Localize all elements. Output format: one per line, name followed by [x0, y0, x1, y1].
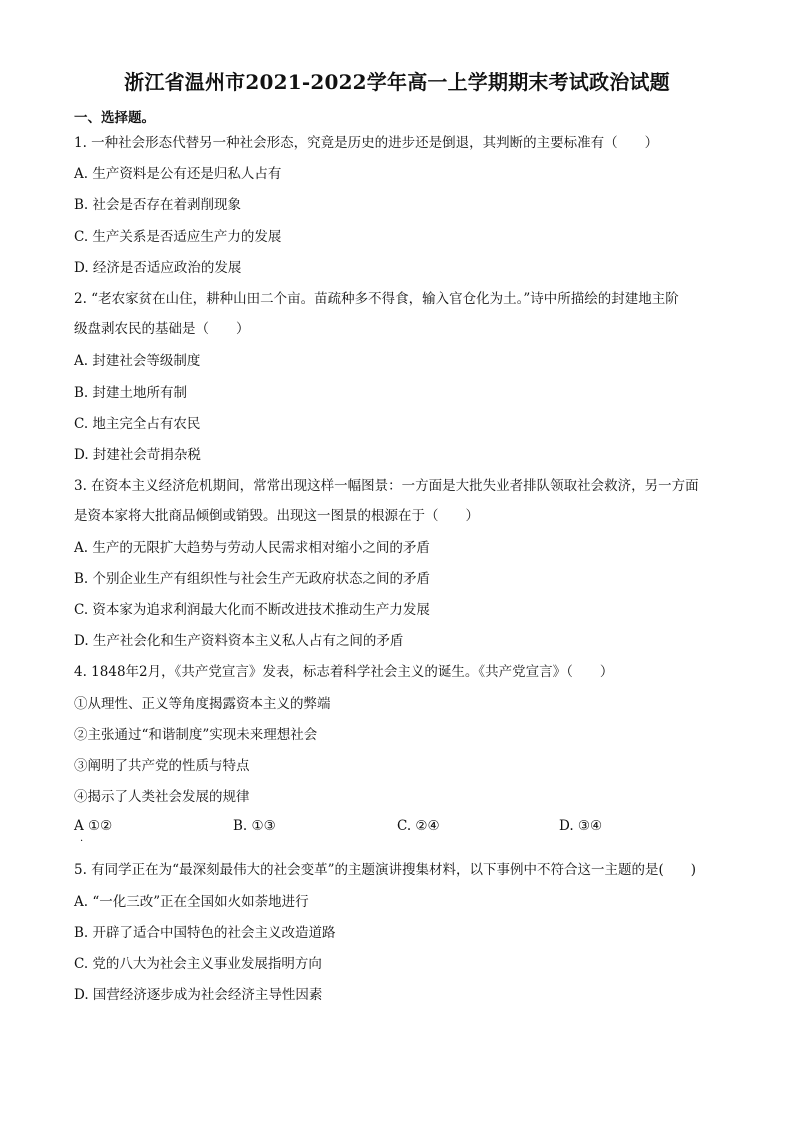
q3-option-a: A. 生产的无限扩大趋势与劳动人民需求相对缩小之间的矛盾: [74, 540, 430, 556]
q2-stem-line2: 级盘剥农民的基础是（ ）: [74, 321, 250, 337]
q4-option-d: D. ③④: [559, 818, 603, 834]
page-title: 浙江省温州市2021-2022学年高一上学期期末考试政治试题: [124, 70, 670, 94]
q5-stem: 5. 有同学正在为“最深刻最伟大的社会变革”的主题演讲搜集材料，以下事例中不符合这一主题的是( ): [74, 862, 697, 878]
q3-option-d: D. 生产社会化和生产资料资本主义私人占有之间的矛盾: [74, 633, 404, 649]
q2-option-c: C. 地主完全占有农民: [74, 416, 201, 432]
q5-option-c: C. 党的八大为社会主义事业发展指明方向: [74, 956, 322, 972]
q1-option-d: D. 经济是否适应政治的发展: [74, 260, 242, 276]
q3-option-c: C. 资本家为追求利润最大化而不断改进技术推动生产力发展: [74, 602, 430, 618]
q2-option-a: A. 封建社会等级制度: [74, 353, 201, 369]
q3-option-b: B. 个别企业生产有组织性与社会生产无政府状态之间的矛盾: [74, 571, 431, 587]
q5-option-b: B. 开辟了适合中国特色的社会主义改造道路: [74, 925, 336, 941]
q1-option-b: B. 社会是否存在着剥削现象: [74, 197, 242, 213]
q1-stem: 1. 一种社会形态代替另一种社会形态，究竟是历史的进步还是倒退，其判断的主要标准有（ ）: [74, 135, 659, 151]
q4-item-1: ①从理性、正义等角度揭露资本主义的弊端: [74, 696, 331, 712]
q4-option-a: A ①②: [74, 818, 113, 834]
q5-option-a: A. “一化三改”正在全国如火如荼地进行: [74, 894, 309, 910]
q3-stem-line1: 3. 在资本主义经济危机期间，常常出现这样一幅图景：一方面是大批失业者排队领取社会救济，另一方面: [74, 478, 699, 494]
q4-item-4: ④揭示了人类社会发展的规律: [74, 789, 250, 805]
q1-option-a: A. 生产资料是公有还是归私人占有: [74, 166, 282, 182]
q4-option-a-dot: ·: [80, 836, 84, 847]
q4-stem: 4. 1848年2月，《共产党宣言》发表，标志着科学社会主义的诞生。《共产党宣言》（ ）: [74, 664, 614, 680]
q5-option-d: D. 国营经济逐步成为社会经济主导性因素: [74, 987, 323, 1003]
q3-stem-line2: 是资本家将大批商品倾倒或销毁。出现这一图景的根源在于（ ）: [74, 508, 479, 524]
q4-item-3: ③阐明了共产党的性质与特点: [74, 758, 250, 774]
q4-item-2: ②主张通过“和谐制度”实现未来理想社会: [74, 727, 318, 743]
q2-stem-line1: 2. “老农家贫在山住，耕种山田二个亩。苗疏种多不得食，输入官仓化为土。”诗中所描绘的封建地主阶: [74, 291, 679, 307]
section-heading: 一、选择题。: [74, 110, 155, 126]
q4-option-c: C. ②④: [397, 818, 440, 834]
q1-option-c: C. 生产关系是否适应生产力的发展: [74, 229, 282, 245]
q4-option-b: B. ①③: [233, 818, 276, 834]
q4-options-row: [0, 818, 794, 838]
q2-option-b: B. 封建土地所有制: [74, 385, 188, 401]
q2-option-d: D. 封建社会苛捐杂税: [74, 447, 201, 463]
